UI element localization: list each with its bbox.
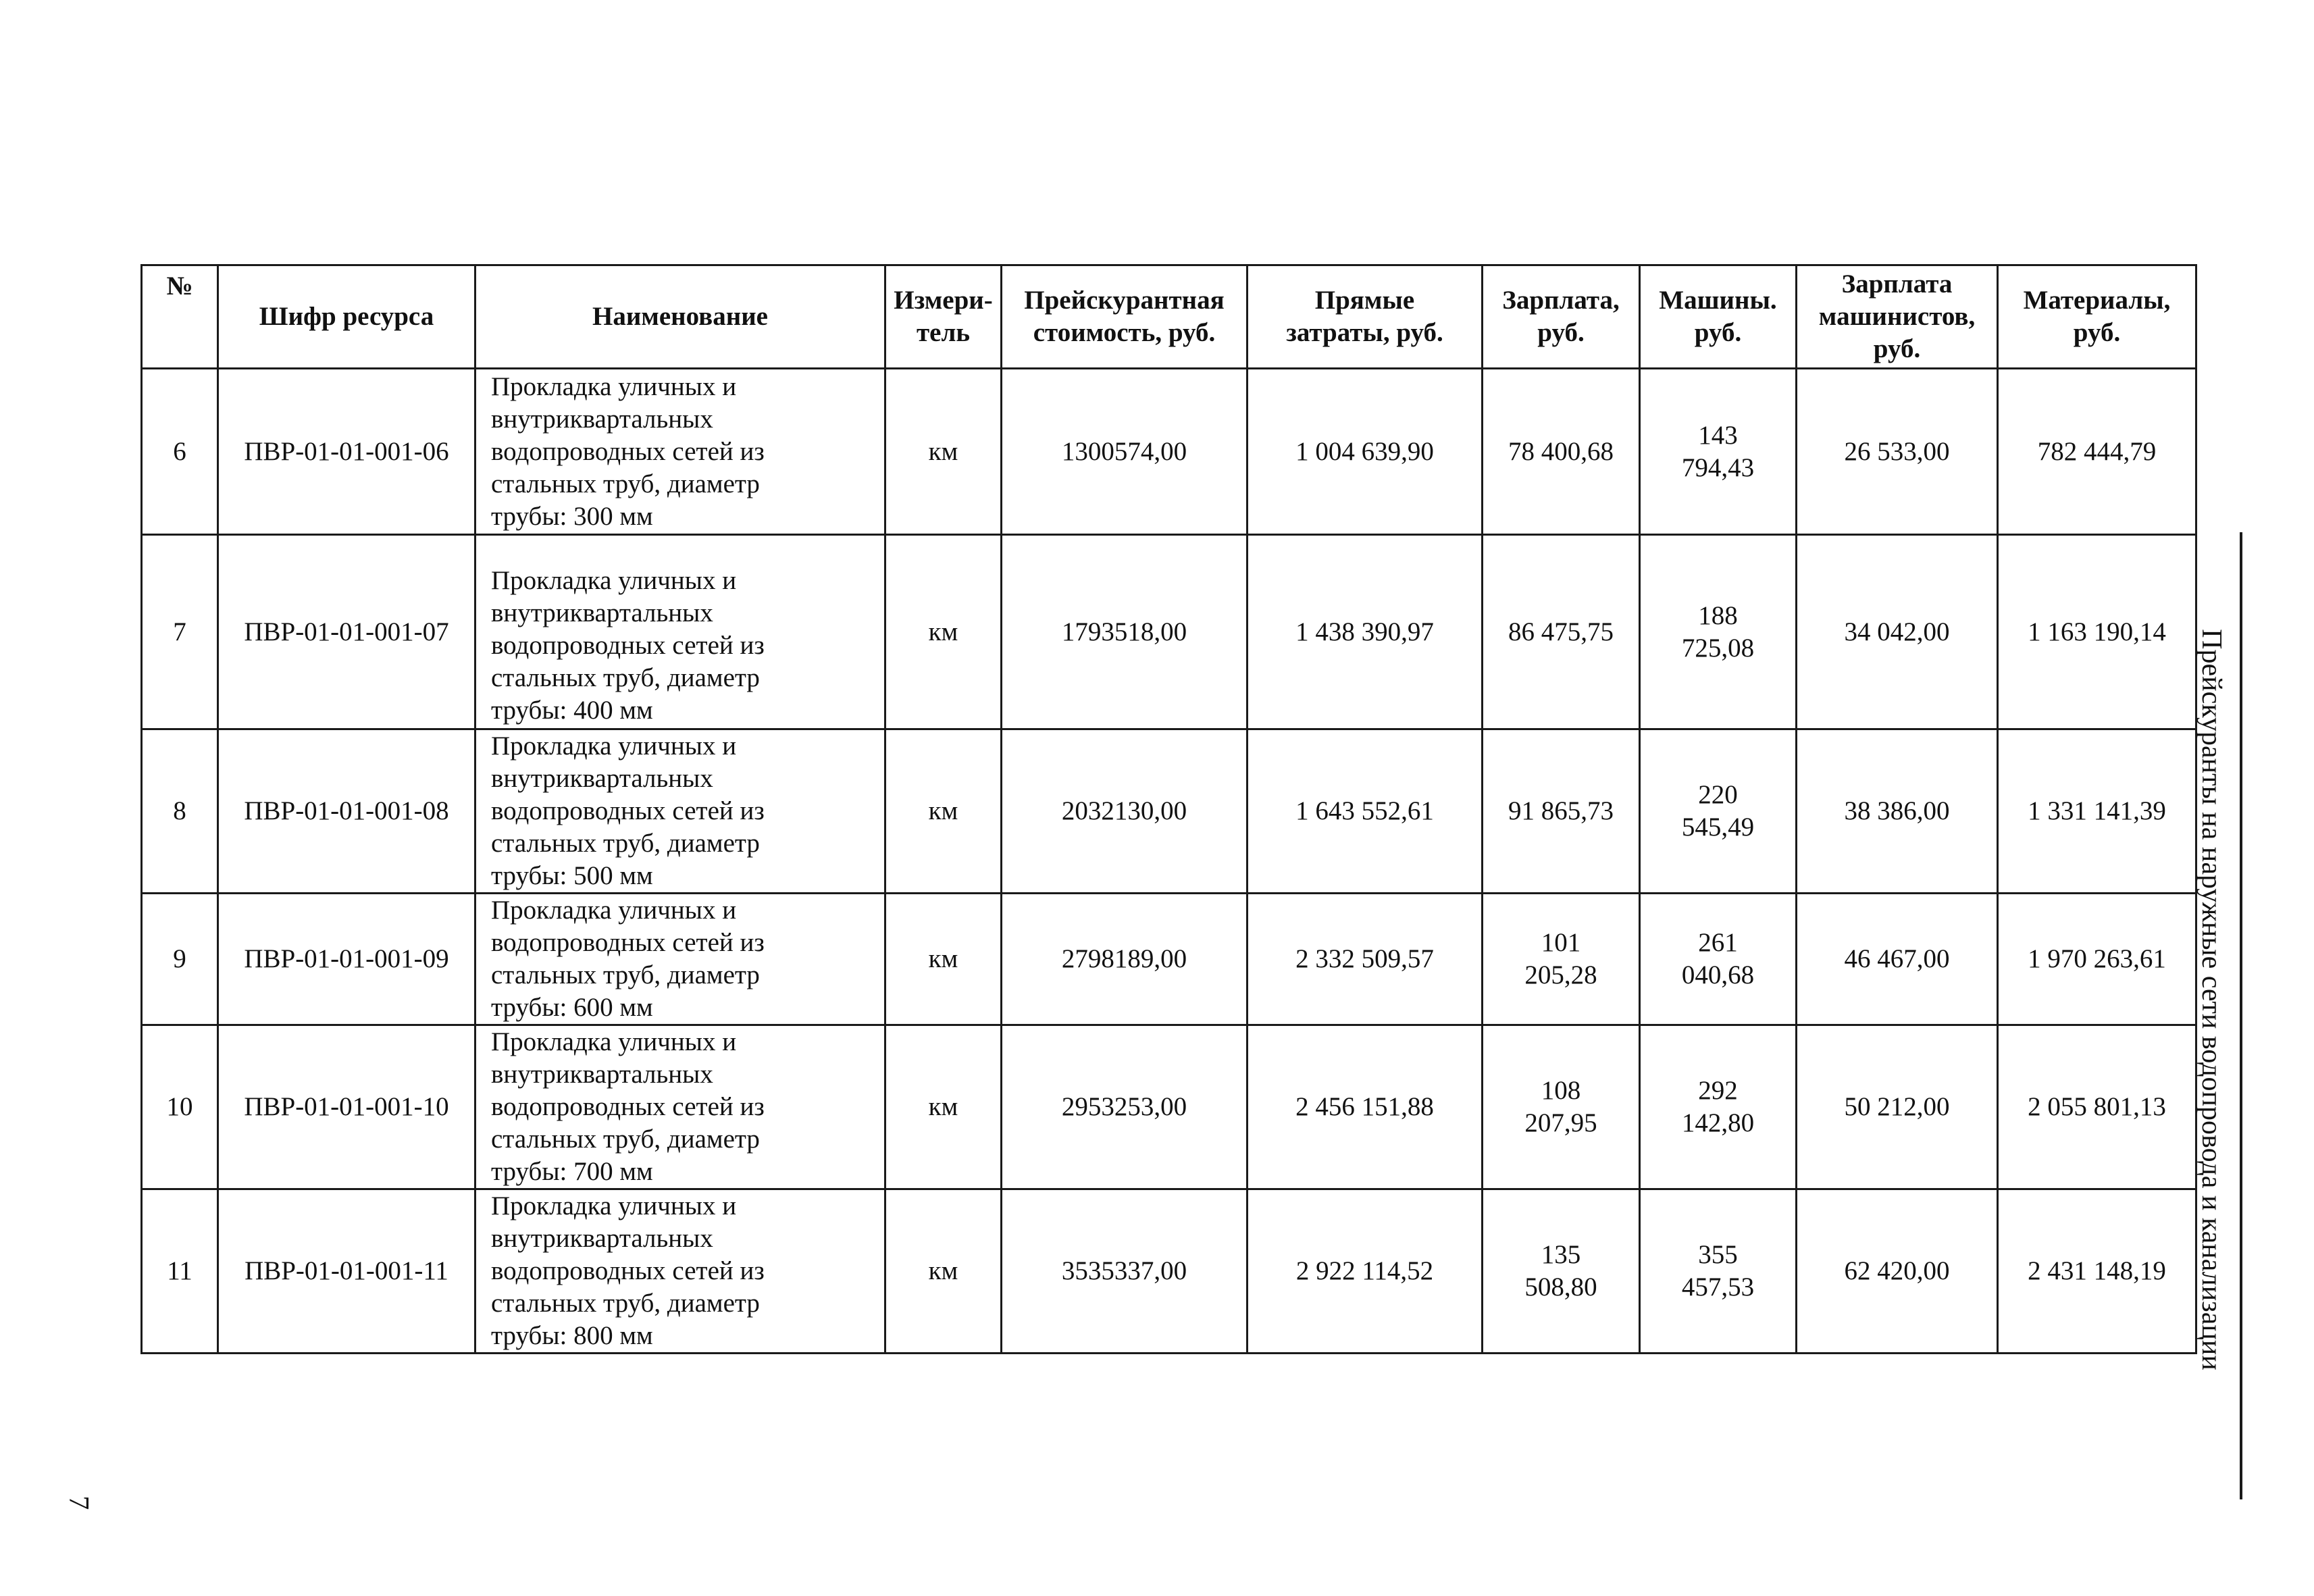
header-row — [142, 265, 2196, 369]
unit: км — [885, 1189, 1002, 1354]
table-row — [142, 1189, 2196, 1354]
list-price: 2032130,00 — [1002, 729, 1248, 894]
unit: км — [885, 369, 1002, 535]
header-resource-code: Шифр ресурса — [218, 265, 475, 369]
header-wages: Зарплата, руб. — [1483, 265, 1640, 369]
materials: 1 163 190,14 — [1998, 535, 2196, 729]
unit: км — [885, 729, 1002, 894]
wages: 101 205,28 — [1483, 894, 1640, 1025]
operator-wages: 46 467,00 — [1797, 894, 1998, 1025]
direct-costs: 1 004 639,90 — [1248, 369, 1483, 535]
list-price: 1793518,00 — [1002, 535, 1248, 729]
row-number: 11 — [142, 1189, 218, 1354]
resource-name: Прокладка уличных и внутриквартальных водопроводных сетей из стальных труб, диаметр трубы: 300 мм — [475, 369, 885, 535]
wages: 91 865,73 — [1483, 729, 1640, 894]
operator-wages: 62 420,00 — [1797, 1189, 1998, 1354]
unit: км — [885, 1025, 1002, 1189]
unit: км — [885, 894, 1002, 1025]
table-row — [142, 729, 2196, 894]
resource-code: ПВР-01-01-001-11 — [218, 1189, 475, 1354]
row-number: 10 — [142, 1025, 218, 1189]
direct-costs: 1 438 390,97 — [1248, 535, 1483, 729]
table-row — [142, 535, 2196, 729]
resource-name: Прокладка уличных и внутриквартальных водопроводных сетей из стальных труб, диаметр трубы: 400 мм — [475, 535, 885, 729]
header-operator-wages: Зарплата машинистов, руб. — [1797, 265, 1998, 369]
materials: 1 331 141,39 — [1998, 729, 2196, 894]
header-name: Наименование — [475, 265, 885, 369]
wages: 78 400,68 — [1483, 369, 1640, 535]
resource-code: ПВР-01-01-001-08 — [218, 729, 475, 894]
operator-wages: 38 386,00 — [1797, 729, 1998, 894]
list-price: 1300574,00 — [1002, 369, 1248, 535]
resource-name: Прокладка уличных и внутриквартальных водопроводных сетей из стальных труб, диаметр трубы: 700 мм — [475, 1025, 885, 1189]
list-price: 3535337,00 — [1002, 1189, 1248, 1354]
header-unit: Измери- тель — [885, 265, 1002, 369]
machines: 220 545,49 — [1640, 729, 1797, 894]
header-number: № — [142, 265, 218, 369]
row-number: 6 — [142, 369, 218, 535]
machines: 355 457,53 — [1640, 1189, 1797, 1354]
materials: 1 970 263,61 — [1998, 894, 2196, 1025]
price-list-table — [140, 264, 2197, 1354]
machines: 143 794,43 — [1640, 369, 1797, 535]
materials: 782 444,79 — [1998, 369, 2196, 535]
resource-name: Прокладка уличных и водопроводных сетей из стальных труб, диаметр трубы: 600 мм — [475, 894, 885, 1025]
materials: 2 055 801,13 — [1998, 1025, 2196, 1189]
direct-costs: 2 456 151,88 — [1248, 1025, 1483, 1189]
direct-costs: 2 332 509,57 — [1248, 894, 1483, 1025]
table-row — [142, 1025, 2196, 1189]
header-direct-costs: Прямые затраты, руб. — [1248, 265, 1483, 369]
header-machines: Машины. руб. — [1640, 265, 1797, 369]
resource-code: ПВР-01-01-001-10 — [218, 1025, 475, 1189]
row-number: 9 — [142, 894, 218, 1025]
machines: 292 142,80 — [1640, 1025, 1797, 1189]
resource-name: Прокладка уличных и внутриквартальных водопроводных сетей из стальных труб, диаметр трубы: 800 мм — [475, 1189, 885, 1354]
wages: 135 508,80 — [1483, 1189, 1640, 1354]
list-price: 2953253,00 — [1002, 1025, 1248, 1189]
table-header — [142, 265, 2196, 369]
direct-costs: 2 922 114,52 — [1248, 1189, 1483, 1354]
wages: 86 475,75 — [1483, 535, 1640, 729]
resource-code: ПВР-01-01-001-06 — [218, 369, 475, 535]
unit: км — [885, 535, 1002, 729]
resource-code: ПВР-01-01-001-09 — [218, 894, 475, 1025]
row-number: 8 — [142, 729, 218, 894]
header-list-price: Прейскурантная стоимость, руб. — [1002, 265, 1248, 369]
resource-code: ПВР-01-01-001-07 — [218, 535, 475, 729]
row-number: 7 — [142, 535, 218, 729]
page-number: 7 — [63, 1495, 94, 1510]
side-title-rule — [2240, 532, 2242, 1499]
table-body — [142, 369, 2196, 1354]
operator-wages: 26 533,00 — [1797, 369, 1998, 535]
wages: 108 207,95 — [1483, 1025, 1640, 1189]
direct-costs: 1 643 552,61 — [1248, 729, 1483, 894]
machines: 188 725,08 — [1640, 535, 1797, 729]
operator-wages: 34 042,00 — [1797, 535, 1998, 729]
header-materials: Материалы, руб. — [1998, 265, 2196, 369]
side-running-title: Прейскуранты на наружные сети водопровода и канализации — [2196, 629, 2227, 1370]
resource-name: Прокладка уличных и внутриквартальных водопроводных сетей из стальных труб, диаметр трубы: 500 мм — [475, 729, 885, 894]
table-row — [142, 369, 2196, 535]
list-price: 2798189,00 — [1002, 894, 1248, 1025]
operator-wages: 50 212,00 — [1797, 1025, 1998, 1189]
materials: 2 431 148,19 — [1998, 1189, 2196, 1354]
machines: 261 040,68 — [1640, 894, 1797, 1025]
table-row — [142, 894, 2196, 1025]
